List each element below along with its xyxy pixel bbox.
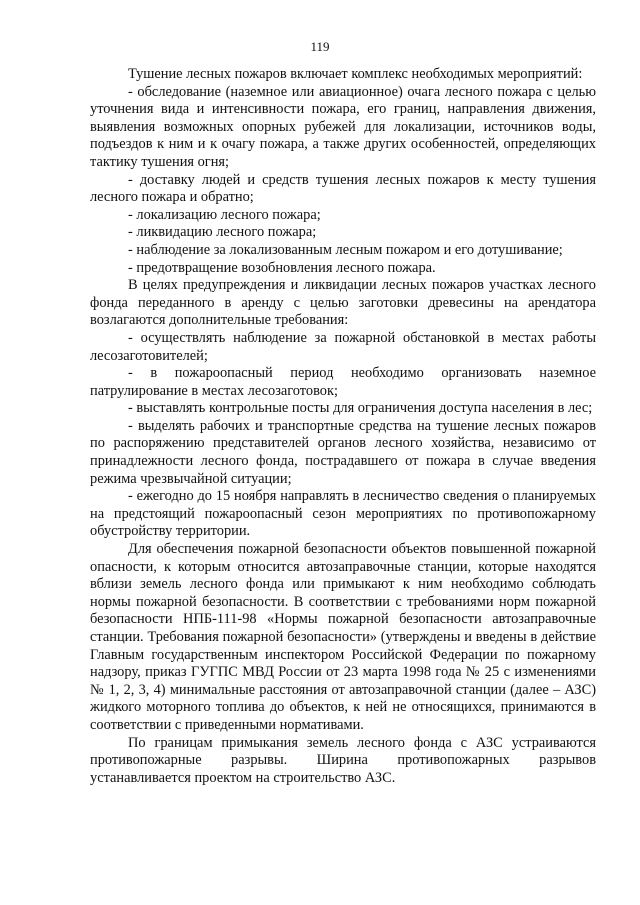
list-item-liquidation: - ликвидацию лесного пожара;: [128, 224, 317, 241]
paragraph-firebreaks: По границам примыкания земель лесного фонда с АЗС устраиваются противопожарные разрывы. Ширина противопожарных разрывов устанавливается проектом на строительство АЗС.: [90, 734, 596, 786]
page-number: 119: [310, 39, 330, 54]
paragraph-intro: Тушение лесных пожаров включает комплекс необходимых мероприятий:: [128, 66, 583, 82]
list-item-monitoring: - осуществлять наблюдение за пожарной обстановкой в местах работы лесозаготовителей;: [90, 329, 596, 364]
paragraph-fuel-stations: Для обеспечения пожарной безопасности объектов повышенной пожарной опасности, к которым относится автозаправочные станции, которые находятся вблизи земель лесного фонда или примыкают к ним необходимо соблюдать нормы пожарной безопасности. В соответствии с требованиями норм пожарной безопасности НПБ-111-98 «Нормы пожарной безопасности автозаправочные станции. Требования пожарной безопасности» (утверждены и введены в действие Главным государственным инспектором Российской Федерации по пожарному надзору, приказ ГУГПС МВД России от 23 марта 1998 года № 25 с изменениями № 1, 2, 3, 4) минимальные расстояния от автозаправочной станции (далее – АЗС) жидкого моторного топлива до объектов, к ней не относящихся, принимаются в соответствии с приведенными нормативами.: [90, 541, 596, 733]
list-item-patrol: - в пожароопасный период необходимо организовать наземное патрулирование в местах лесозаготовок;: [90, 365, 596, 399]
list-item-observation: - наблюдение за локализованным лесным пожаром и его дотушивание;: [128, 241, 563, 258]
document-body: [90, 66, 596, 787]
list-item-delivery: - доставку людей и средств тушения лесных пожаров к месту тушения лесного пожара и обратно;: [90, 171, 596, 206]
list-item-annual-report: - ежегодно до 15 ноября направлять в лесничество сведения о планируемых на предстоящий пожароопасный сезон мероприятиях по противопожарному обустройству территории.: [90, 488, 596, 540]
list-item-survey: - обследование (наземное или авиационное) очага лесного пожара с целью уточнения вида и интенсивности пожара, его границ, направления движения, выявления возможных опорных рубежей для локализации, источников воды, подъездов к ним и к очагу пожара, а также других особенностей, определяющих тактику тушения огня;: [90, 83, 596, 170]
list-item-checkpoints: - выставлять контрольные посты для ограничения доступа населения в лес;: [128, 400, 593, 417]
paragraph-lessee-requirements: В целях предупреждения и ликвидации лесных пожаров участках лесного фонда переданного в аренду с целью заготовки древесины на арендатора возлагаются дополнительные требования:: [90, 277, 596, 329]
list-item-workers: - выделять рабочих и транспортные средства на тушение лесных пожаров по распоряжению представителей органов лесного хозяйства, независимо от принадлежности лесного фонда, пострадавшего от пожара в случае введения режима чрезвычайной ситуации;: [90, 417, 596, 487]
list-item-prevention: - предотвращение возобновления лесного пожара.: [128, 259, 436, 276]
list-item-localization: - локализацию лесного пожара;: [128, 206, 321, 223]
